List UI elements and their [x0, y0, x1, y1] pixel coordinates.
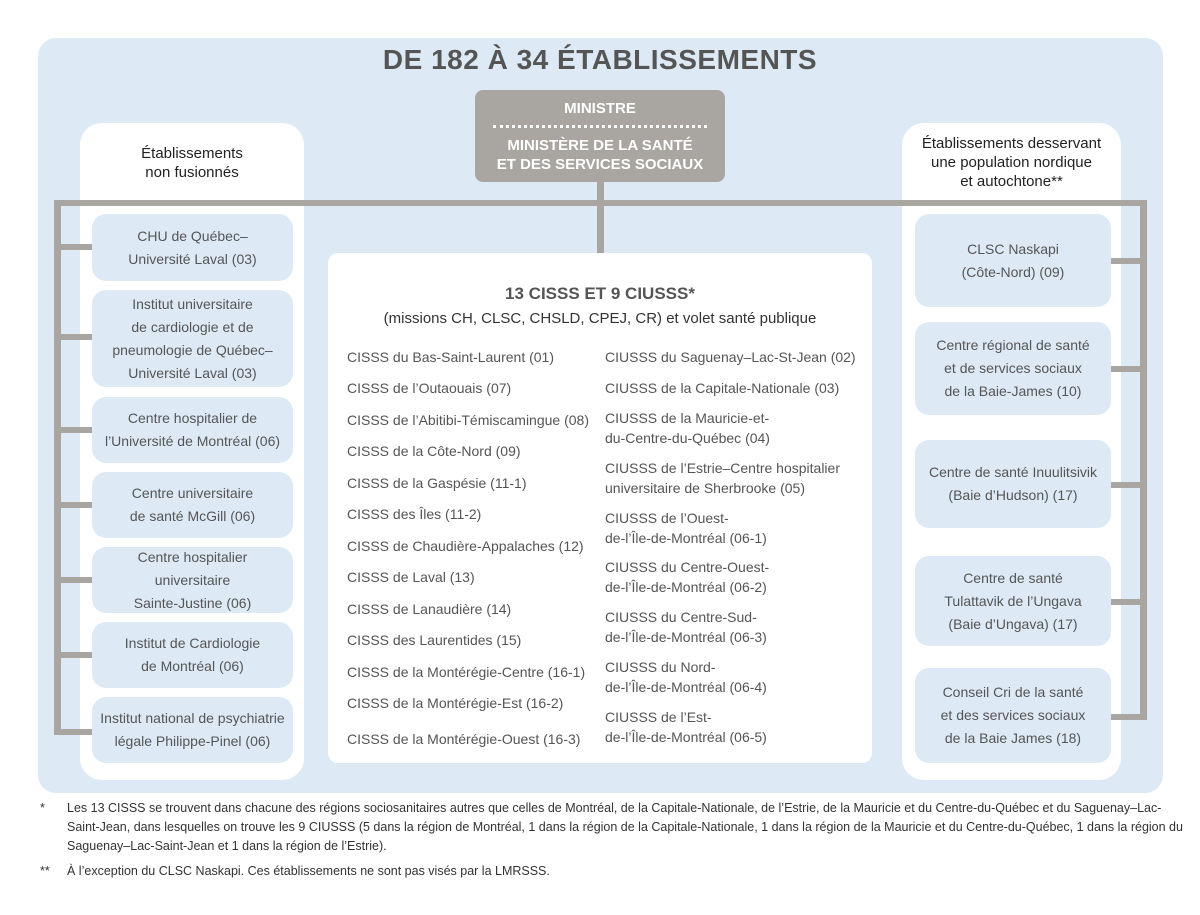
footnote-cisss	[40, 799, 1187, 856]
footnote-text: À l’exception du CLSC Naskapi. Ces établissements ne sont pas visés par la LMRSSS.	[67, 864, 550, 878]
connector-right-tick	[1111, 714, 1147, 720]
ciusss-list-item: CIUSSS de la Capitale-Nationale (03)	[605, 380, 840, 396]
left-establishment-item: Centre hospitalier de l’Université de Montréal (06)	[92, 397, 293, 463]
right-establishment-item: CLSC Naskapi (Côte-Nord) (09)	[915, 214, 1111, 307]
left-establishment-item: Centre hospitalier universitaire Sainte-Justine (06)	[92, 547, 293, 613]
left-column-header: Établissements non fusionnés	[141, 145, 243, 181]
connector-left-tick	[54, 652, 92, 658]
cisss-ciusss-subtitle: (missions CH, CLSC, CHSLD, CPEJ, CR) et volet santé publique	[383, 310, 817, 327]
cisss-ciusss-title: 13 CISSS ET 9 CIUSSS*	[505, 284, 695, 303]
footnote-mark: **	[40, 864, 50, 878]
left-establishment-item: Centre universitaire de santé McGill (06)	[92, 472, 293, 538]
left-establishment-item: Institut national de psychiatrie légale Philippe-Pinel (06)	[92, 697, 293, 763]
cisss-list-item: CISSS de la Montérégie-Centre (16-1)	[347, 664, 586, 680]
ministry-department-label: MINISTÈRE DE LA SANTÉ ET DES SERVICES SOCIAUX	[496, 137, 704, 173]
connector-right-tick	[1111, 258, 1147, 264]
cisss-list-item: CISSS de la Côte-Nord (09)	[347, 443, 521, 459]
cisss-list-item: CISSS de Lanaudière (14)	[347, 601, 512, 617]
connector-right-vertical	[1140, 200, 1147, 720]
diagram-title: DE 182 À 34 ÉTABLISSEMENTS	[382, 44, 818, 75]
cisss-list-item: CISSS de l’Outaouais (07)	[347, 380, 512, 396]
cisss-list-item: CISSS de l’Abitibi-Témiscamingue (08)	[347, 412, 589, 428]
cisss-list-item: CISSS des Îles (11-2)	[347, 506, 482, 522]
right-column-header: Établissements desservant une population nordique et autochtone**	[921, 135, 1102, 190]
footnote-mark: *	[40, 801, 45, 815]
ciusss-list-item: CIUSSS de l’Estrie–Centre hospitalier universitaire de Sherbrooke (05)	[605, 460, 840, 496]
cisss-list-item: CISSS de Laval (13)	[347, 569, 475, 585]
cisss-list-item: CISSS de Chaudière-Appalaches (12)	[347, 538, 584, 554]
left-establishment-item: CHU de Québec– Université Laval (03)	[92, 214, 293, 281]
connector-ministry-stem	[597, 182, 604, 254]
ciusss-list-item: CIUSSS du Centre-Sud- de-l’Île-de-Montréal (06-3)	[605, 609, 767, 645]
cisss-list-item: CISSS de la Montérégie-Ouest (16-3)	[347, 731, 581, 747]
right-establishment-item: Centre de santé Inuulitsivik (Baie d’Hudson) (17)	[915, 440, 1111, 528]
ciusss-list-item: CIUSSS de l’Ouest- de-l’Île-de-Montréal (06-1)	[605, 510, 767, 546]
ciusss-list-item: CIUSSS de l’Est- de-l’Île-de-Montréal (06-5)	[605, 709, 767, 745]
ministry-box	[475, 90, 725, 182]
ciusss-list-item: CIUSSS du Centre-Ouest- de-l’Île-de-Montréal (06-2)	[605, 559, 770, 595]
ciusss-list-item: CIUSSS du Saguenay–Lac-St-Jean (02)	[605, 349, 856, 365]
left-establishment-item: Institut universitaire de cardiologie et de pneumologie de Québec– Université Laval (03)	[92, 290, 293, 387]
connector-left-tick	[54, 502, 92, 508]
ministry-minister-label: MINISTRE	[564, 100, 636, 117]
connector-left-tick	[54, 427, 92, 433]
cisss-list-item: CISSS des Laurentides (15)	[347, 632, 522, 648]
connector-right-tick	[1111, 482, 1147, 488]
cisss-list-item: CISSS de la Montérégie-Est (16-2)	[347, 695, 564, 711]
cisss-list-item: CISSS du Bas-Saint-Laurent (01)	[347, 349, 554, 365]
right-establishment-item: Centre de santé Tulattavik de l’Ungava (Baie d’Ungava) (17)	[915, 556, 1111, 646]
connector-left-tick	[54, 577, 92, 583]
connector-horizontal-main	[54, 200, 1147, 206]
cisss-list-item: CISSS de la Gaspésie (11-1)	[347, 475, 527, 491]
footnote-nordic	[40, 862, 1187, 881]
right-establishment-item: Conseil Cri de la santé et des services sociaux de la Baie James (18)	[915, 668, 1111, 763]
ciusss-list-item: CIUSSS de la Mauricie-et- du-Centre-du-Québec (04)	[605, 410, 770, 446]
footnote-text: Les 13 CISSS se trouvent dans chacune des régions sociosanitaires autres que celles de Montréal, de la Capitale-Nationale, de l’Estrie, de la Mauricie et du Centre-du-Québec et du Saguenay–Lac-Saint-Jean, dans lesquelles on trouve les 9 CIUSSS (5 dans la région de Montréal, 1 dans la région de la Capitale-Nationale, 1 dans la région de la Mauricie et du Centre-du-Québec, 1 dans la région du Saguenay–Lac-Saint-Jean et 1 dans la région de l’Estrie).	[67, 801, 1183, 853]
connector-right-tick	[1111, 366, 1147, 372]
connector-left-tick	[54, 244, 92, 250]
connector-right-tick	[1111, 599, 1147, 605]
right-establishment-item: Centre régional de santé et de services sociaux de la Baie-James (10)	[915, 322, 1111, 415]
ciusss-list-item: CIUSSS du Nord- de-l’Île-de-Montréal (06-4)	[605, 659, 767, 695]
connector-left-tick	[54, 729, 92, 735]
connector-left-tick	[54, 334, 92, 340]
left-establishment-item: Institut de Cardiologie de Montréal (06)	[92, 622, 293, 688]
